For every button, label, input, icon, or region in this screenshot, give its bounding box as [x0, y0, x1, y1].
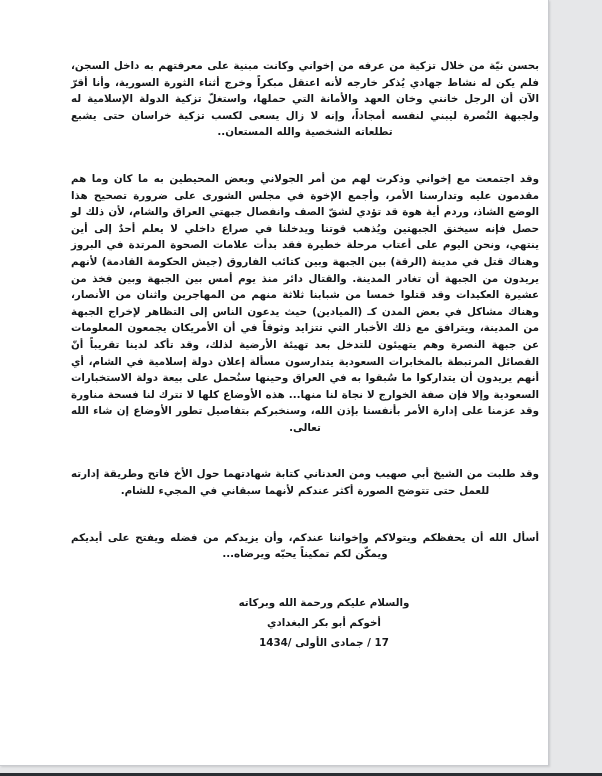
paragraph-spacer [71, 436, 539, 466]
signoff-block [71, 593, 539, 653]
paragraph-spacer [71, 500, 539, 530]
paragraph-4: أسأل الله أن يحفظكم ويتولاكم وإخواننا عندكم، وأن يزيدكم من فضله ويفتح على أيديكم ويمكّن لكم تمكيناً يحبّه ويرضاه... [71, 531, 539, 561]
paragraph-1: بحسن نيّة من خلال تزكية من عرفه من إخواني وكانت مبنية على معرفتهم به داخل السجن، فلم يكن له نشاط جهادي يُذكر خارجه لأنه اعتقل مبكراً وخرج أثناء الثورة السورية، وأنا أقرّ الآن أن الرجل خانني وخان العهد والأمانة التي حملها، واستغلّ تزكية الدولة الإسلامية له ولجبهة النُصرة ليبني لنفسه أمجاداً، وإنه لا زال يسعى لكسب تزكية خراسان حتى يشبع تطلعاته الشخصية والله المستعان.. [71, 60, 539, 139]
paragraph-3: وقد طلبت من الشيخ أبي صهيب ومن العدناني كتابة شهادتهما حول الأخ فاتح وطريقة إدارته للعمل حتى تتوضح الصورة أكثر عندكم لأنهما سبقاني في المجيء للشام. [71, 468, 539, 498]
signoff-signature: أخوكم أبو بكر البغدادي [267, 616, 381, 629]
paragraph-2: وقد اجتمعت مع إخواني وذكرت لهم من أمر الجولاني وبعض المحيطين به ما كان وما هم مقدمون عليه وتدارسنا الأمر، وأجمع الإخوة في مجلس الشورى على ضرورة تصحيح هذا الوضع الشاذ، وردم أية هوة قد تؤدي لشقّ الصف وانفصال جبهتي العراق والشام، لأن ذلك لو حصل فإنه سيخنق الجبهتين ويُذهب قوتنا ويدخلنا في صراع داخلي لا يعلم أحدٌ إلى أين ينتهي، ونحن اليوم على أعتاب مرحلة خطيرة فقد بدأت علامات الصحوة المرتدة في البروز وهناك قتل في مدينة (الرقة) بين الجبهة وبين كتائب الفاروق (جيش الحكومة القادمة) لأنهم يريدون من الجبهة أن تغادر المدينة. والقتال دائر منذ يوم أمس بين الجبهة وبين فخذ من عشيرة العكيدات وقد قتلوا خمسا من شبابنا ثلاثة منهم من المهاجرين واثنان من الأنصار، وهناك مشاكل في بعض المدن كـ (الميادين) حيث يدعون الناس إلى التظاهر لإخراج الجبهة من المدينة، ويترافق مع ذلك الأخبار التي تتزايد وثوقاً في أن الأمريكان يجمعون المعلومات عن جبهة النصرة وهم يتهيئون للتدخل بعد تهيئة الأرضية لذلك، وقد تأكد لدينا تقريباً أنّ الفصائل المرتبطة بالمخابرات السعودية يتدارسون مسألة إعلان دولة إسلامية في الشام، أي أنهم يريدون أن يتداركوا ما سُبقوا به في العراق وحينها سنُحمل على بيعة دولة الاستخبارات السعودية وإلا فإن صفة الخوارج لا نجاة لنا منها... هذه الأوضاع كلها لا تترك لنا فسحة مناورة وقد عزمنا على إدارة الأمر بأنفسنا بإذن الله، وسنخبركم بتفاصيل تطور الأوضاع إن شاء الله تعالى. [71, 172, 539, 434]
signoff-salutation: والسلام عليكم ورحمة الله وبركاته [238, 596, 410, 609]
signoff-date: 17 / جمادى الأولى /1434 [259, 636, 389, 649]
document-text-column [71, 58, 539, 653]
signoff-spacer [71, 563, 539, 593]
paragraph-spacer [71, 141, 539, 171]
